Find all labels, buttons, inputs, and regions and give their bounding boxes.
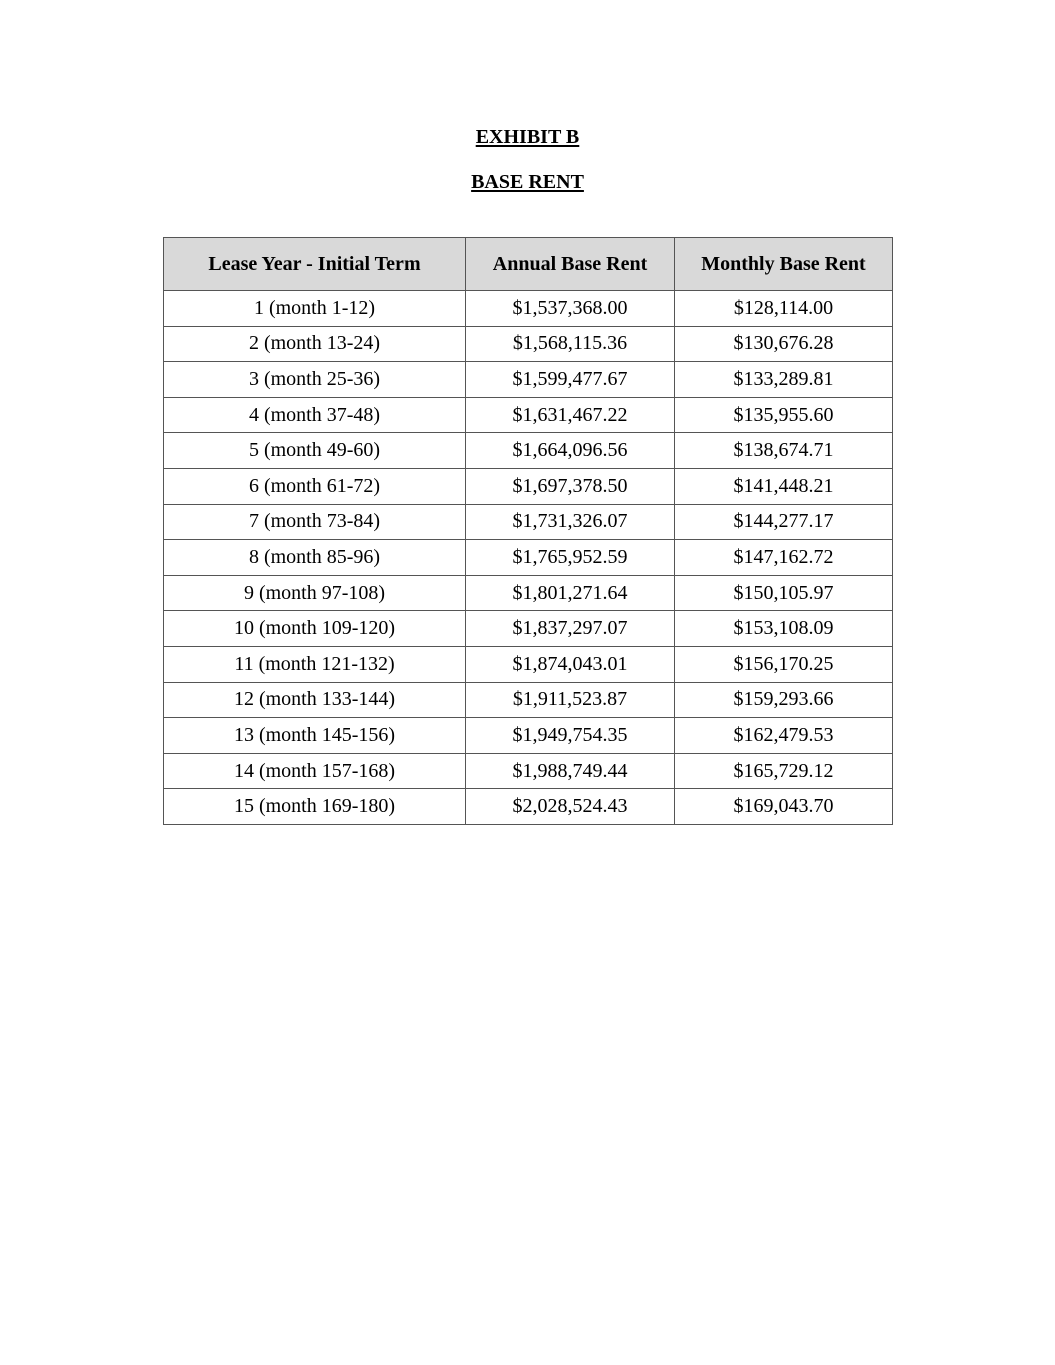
cell-annual-base-rent: $1,911,523.87 — [466, 682, 675, 718]
table-row — [164, 468, 893, 504]
table-row — [164, 718, 893, 754]
cell-annual-base-rent: $1,988,749.44 — [466, 753, 675, 789]
cell-monthly-base-rent: $165,729.12 — [675, 753, 893, 789]
cell-monthly-base-rent: $147,162.72 — [675, 540, 893, 576]
table-row — [164, 326, 893, 362]
exhibit-title-text: EXHIBIT B — [475, 126, 580, 148]
table-row — [164, 575, 893, 611]
cell-annual-base-rent: $1,801,271.64 — [466, 575, 675, 611]
table-row — [164, 504, 893, 540]
cell-lease-year: 12 (month 133-144) — [164, 682, 466, 718]
cell-monthly-base-rent: $128,114.00 — [675, 291, 893, 327]
cell-lease-year: 14 (month 157-168) — [164, 753, 466, 789]
cell-monthly-base-rent: $159,293.66 — [675, 682, 893, 718]
cell-annual-base-rent: $1,599,477.67 — [466, 362, 675, 398]
cell-annual-base-rent: $1,874,043.01 — [466, 646, 675, 682]
cell-monthly-base-rent: $135,955.60 — [675, 397, 893, 433]
cell-annual-base-rent: $1,837,297.07 — [466, 611, 675, 647]
table-row — [164, 362, 893, 398]
cell-annual-base-rent: $1,731,326.07 — [466, 504, 675, 540]
cell-monthly-base-rent: $162,479.53 — [675, 718, 893, 754]
table-row — [164, 611, 893, 647]
exhibit-title — [0, 125, 1055, 149]
cell-monthly-base-rent: $133,289.81 — [675, 362, 893, 398]
cell-annual-base-rent: $1,537,368.00 — [466, 291, 675, 327]
cell-lease-year: 5 (month 49-60) — [164, 433, 466, 469]
cell-monthly-base-rent: $141,448.21 — [675, 468, 893, 504]
cell-annual-base-rent: $1,949,754.35 — [466, 718, 675, 754]
table-row — [164, 753, 893, 789]
header-annual-base-rent: Annual Base Rent — [466, 238, 675, 291]
cell-monthly-base-rent: $156,170.25 — [675, 646, 893, 682]
cell-lease-year: 10 (month 109-120) — [164, 611, 466, 647]
cell-lease-year: 6 (month 61-72) — [164, 468, 466, 504]
cell-lease-year: 2 (month 13-24) — [164, 326, 466, 362]
cell-annual-base-rent: $1,664,096.56 — [466, 433, 675, 469]
cell-lease-year: 9 (month 97-108) — [164, 575, 466, 611]
cell-monthly-base-rent: $150,105.97 — [675, 575, 893, 611]
section-title — [0, 170, 1055, 194]
cell-annual-base-rent: $1,568,115.36 — [466, 326, 675, 362]
table-row — [164, 540, 893, 576]
cell-monthly-base-rent: $144,277.17 — [675, 504, 893, 540]
cell-monthly-base-rent: $138,674.71 — [675, 433, 893, 469]
cell-monthly-base-rent: $169,043.70 — [675, 789, 893, 825]
cell-lease-year: 15 (month 169-180) — [164, 789, 466, 825]
table-row — [164, 789, 893, 825]
cell-monthly-base-rent: $153,108.09 — [675, 611, 893, 647]
table-row — [164, 291, 893, 327]
base-rent-table — [163, 237, 893, 825]
section-title-text: BASE RENT — [471, 171, 584, 193]
cell-lease-year: 1 (month 1-12) — [164, 291, 466, 327]
table-row — [164, 397, 893, 433]
table-row — [164, 646, 893, 682]
cell-annual-base-rent: $1,697,378.50 — [466, 468, 675, 504]
cell-annual-base-rent: $2,028,524.43 — [466, 789, 675, 825]
table-row — [164, 682, 893, 718]
cell-lease-year: 3 (month 25-36) — [164, 362, 466, 398]
cell-monthly-base-rent: $130,676.28 — [675, 326, 893, 362]
header-monthly-base-rent: Monthly Base Rent — [675, 238, 893, 291]
cell-lease-year: 11 (month 121-132) — [164, 646, 466, 682]
header-lease-year: Lease Year - Initial Term — [164, 238, 466, 291]
table-row — [164, 433, 893, 469]
table-header — [164, 238, 893, 291]
table-header-row — [164, 238, 893, 291]
table-body — [164, 291, 893, 825]
cell-annual-base-rent: $1,631,467.22 — [466, 397, 675, 433]
cell-lease-year: 4 (month 37-48) — [164, 397, 466, 433]
cell-lease-year: 7 (month 73-84) — [164, 504, 466, 540]
cell-lease-year: 13 (month 145-156) — [164, 718, 466, 754]
cell-lease-year: 8 (month 85-96) — [164, 540, 466, 576]
cell-annual-base-rent: $1,765,952.59 — [466, 540, 675, 576]
